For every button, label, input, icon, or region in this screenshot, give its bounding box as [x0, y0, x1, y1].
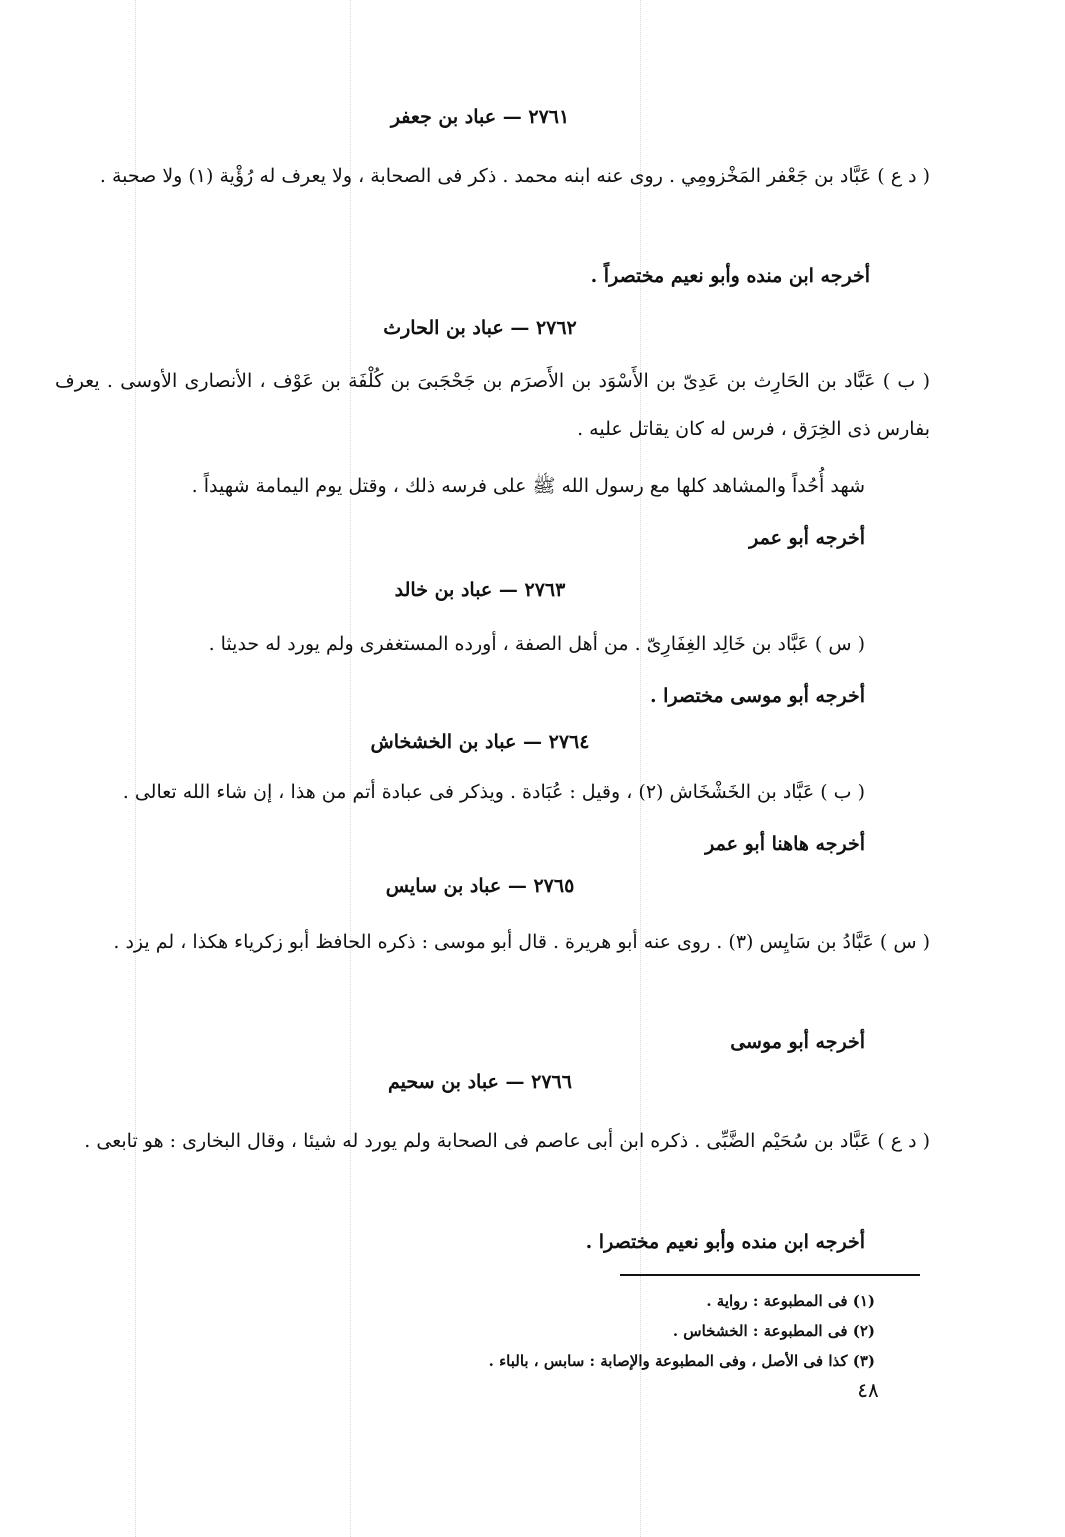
entry-heading: ٢٧٦٥ — عباد بن سايس	[385, 875, 575, 897]
entry-text: ( د ع ) عَبَّاد بن سُحَيْم الضَّبِّى . ذكره ابن أبى عاصم فى الصحابة ولم يورد له شيئا ، وقال البخارى : هو تابعى .	[84, 1130, 930, 1152]
entry-heading: ٢٧٦٣ — عباد بن خالد	[394, 579, 566, 601]
entry-text: ( س ) عَبَّاد بن خَالِد الغِفَارِىّ . من أهل الصفة ، أورده المستغفرى ولم يورد له حديثا .	[208, 633, 865, 655]
entry-text: ( ب ) عَبَّاد بن الخَشْخَاش (٢) ، وقيل : عُبَادة . ويذكر فى عبادة أتم من هذا ، إن شاء الله تعالى .	[122, 781, 865, 803]
footnote: (٢) فى المطبوعة : الخشخاس .	[672, 1322, 875, 1340]
entry-heading: ٢٧٦٤ — عباد بن الخشخاش	[370, 731, 590, 753]
entry-source: أخرجه أبو عمر	[749, 527, 865, 549]
entry-source: أخرجه ابن منده وأبو نعيم مختصراً .	[590, 265, 870, 287]
entry-heading: ٢٧٦٦ — عباد بن سحيم	[388, 1071, 572, 1093]
entry-source: أخرجه ابن منده وأبو نعيم مختصرا .	[585, 1231, 865, 1253]
footnote-separator	[620, 1274, 920, 1276]
entry-text: ( س ) عَبَّادُ بن سَايِس (٣) . روى عنه أبو هريرة . قال أبو موسى : ذكره الحافظ أبو زكرياء هكذا ، لم يزد .	[113, 931, 930, 953]
entry-source: أخرجه أبو موسى مختصرا .	[649, 685, 865, 707]
entry-heading: ٢٧٦١ — عباد بن جعفر	[390, 106, 570, 128]
footnote: (١) فى المطبوعة : رواية .	[706, 1292, 875, 1310]
entry-text-continuation: شهد أُحُداً والمشاهد كلها مع رسول الله ﷺ على فرسه ذلك ، وقتل يوم اليمامة شهيداً .	[191, 475, 865, 497]
scan-artifact-line	[350, 0, 351, 1537]
page-number: ٤٨	[857, 1378, 879, 1402]
entry-source: أخرجه هاهنا أبو عمر	[705, 833, 865, 855]
entry-text: ( ب ) عَبَّاد بن الحَارِث بن عَدِىّ بن الأَسْوَد بن الأَصرَم بن جَحْجَبىَ بن كُلْفَة بن عَوْف ، الأنصارى الأوسى . يعرف بفارس ذى الخِرَق ، فرس له كان يقاتل عليه .	[55, 370, 930, 440]
footnote: (٣) كذا فى الأصل ، وفى المطبوعة والإصابة : سابس ، بالباء .	[488, 1352, 875, 1370]
entry-text: ( د ع ) عَبَّاد بن جَعْفر المَخْزومِي . روى عنه ابنه محمد . ذكر فى الصحابة ، ولا يعرف له رُؤْية (١) ولا صحبة .	[99, 165, 930, 187]
entry-source: أخرجه أبو موسى	[730, 1031, 865, 1053]
entry-heading: ٢٧٦٢ — عباد بن الحارث	[383, 317, 577, 339]
scan-artifact-line	[135, 0, 136, 1537]
